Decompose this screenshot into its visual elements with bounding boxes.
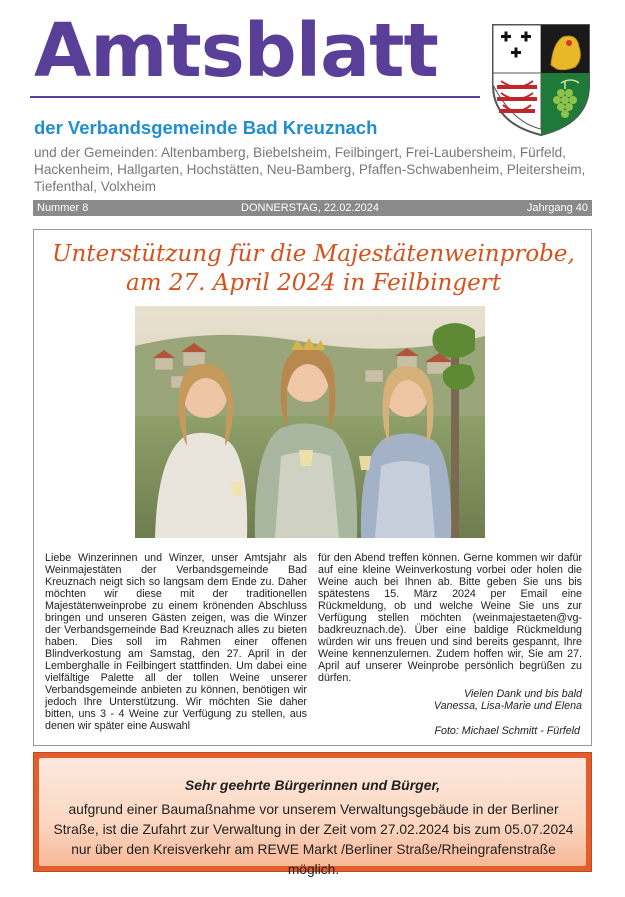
title-rule [30,96,480,98]
issue-date: DONNERSTAG, 22.02.2024 [241,202,379,214]
notice-title: Sehr geehrte Bürgerinnen und Bürger, [184,777,441,793]
headline-line-2: am 27. April 2024 in Feilbingert [126,270,501,296]
issue-info-bar [33,200,592,216]
headline-line-1: Unterstützung für die Majestätenweinprobe, [52,241,575,267]
masthead-title: Amtsblatt [34,8,438,94]
notice-box [33,752,592,877]
subtitle: der Verbandsgemeinde Bad Kreuznach [34,117,378,138]
article-column-right: für den Abend treffen können. Gerne kommen wir dafür auf eine kleine Weinverkostung vorbei oder holen die Weine auch bei Ihnen ab. Bitte geben Sie uns bis spätestens 15. März 2024 per Email eine Rückmeldung, ob und welche Weine Sie uns zur Verfügung stellen möchten (weinmajestaeten@vg-badkreuznach.de). Über eine baldige Rückmeldung würden wir uns freuen und sind bereits gespannt, Ihre Weine kennenzulernen. Zudem hoffen wir, Sie am 27. April auf unserer Weinprobe persönlich begrüßen zu dürfen. Vielen Dank und bis bald Vanessa, Lisa-Marie und Elena [318,552,582,712]
photo-credit: Foto: Michael Schmitt - Fürfeld [434,725,580,737]
issue-number: Nummer 8 [37,202,89,214]
volume: Jahrgang 40 [526,202,588,214]
photo-wine-majesties [135,306,485,538]
member-municipalities: und der Gemeinden: Altenbamberg, Biebelsheim, Feilbingert, Frei-Laubersheim, Fürfeld, Hackenheim, Hallgarten, Hochstätten, Neu-Bamberg, Pfaffen-Schwabenheim, Pleitersheim, Tiefenthal, Volxheim [34,145,586,194]
article-box [33,229,592,746]
coat-of-arms-icon [491,23,591,137]
notice-text: aufgrund einer Baumaßnahme vor unserem Verwaltungsgebäude in der Berliner Straße, ist die Zufahrt zur Verwaltung in der Zeit vom 27.02.2024 bis zum 05.07.2024 nur über den Kreisverkehr am REWE Markt /Berliner Straße/Rheingrafenstraße möglich. [53,802,574,877]
article-headline [34,240,593,298]
article-column-left: Liebe Winzerinnen und Winzer, unser Amtsjahr als Weinmajestäten der Verbandsgemeinde Bad Kreuznach neigt sich so langsam dem Ende zu. Daher möchten wir diese mit der traditionellen Majestätenweinprobe zu einem krönenden Abschluss bringen und unseren Gästen zeigen, was die Winzer der Verbandsgemeinde Bad Kreuznach alles zu bieten haben. Dies soll im Rahmen einer offenen Blindverkostung am Samstag, den 27. April in der Lemberghalle in Feilbingert stattfinden. Um dabei eine vielfältige Palette all der tollen Weine unserer Verbandsgemeinde anbieten zu können, benötigen wir jedoch Ihre Unterstützung. Wir möchten Sie daher bitten, uns 3 - 4 Weine zur Verfügung zu stellen, aus denen wir später eine Auswahl [45,552,307,732]
closing-greeting: Vielen Dank und bis bald Vanessa, Lisa-Marie und Elena [433,688,582,712]
